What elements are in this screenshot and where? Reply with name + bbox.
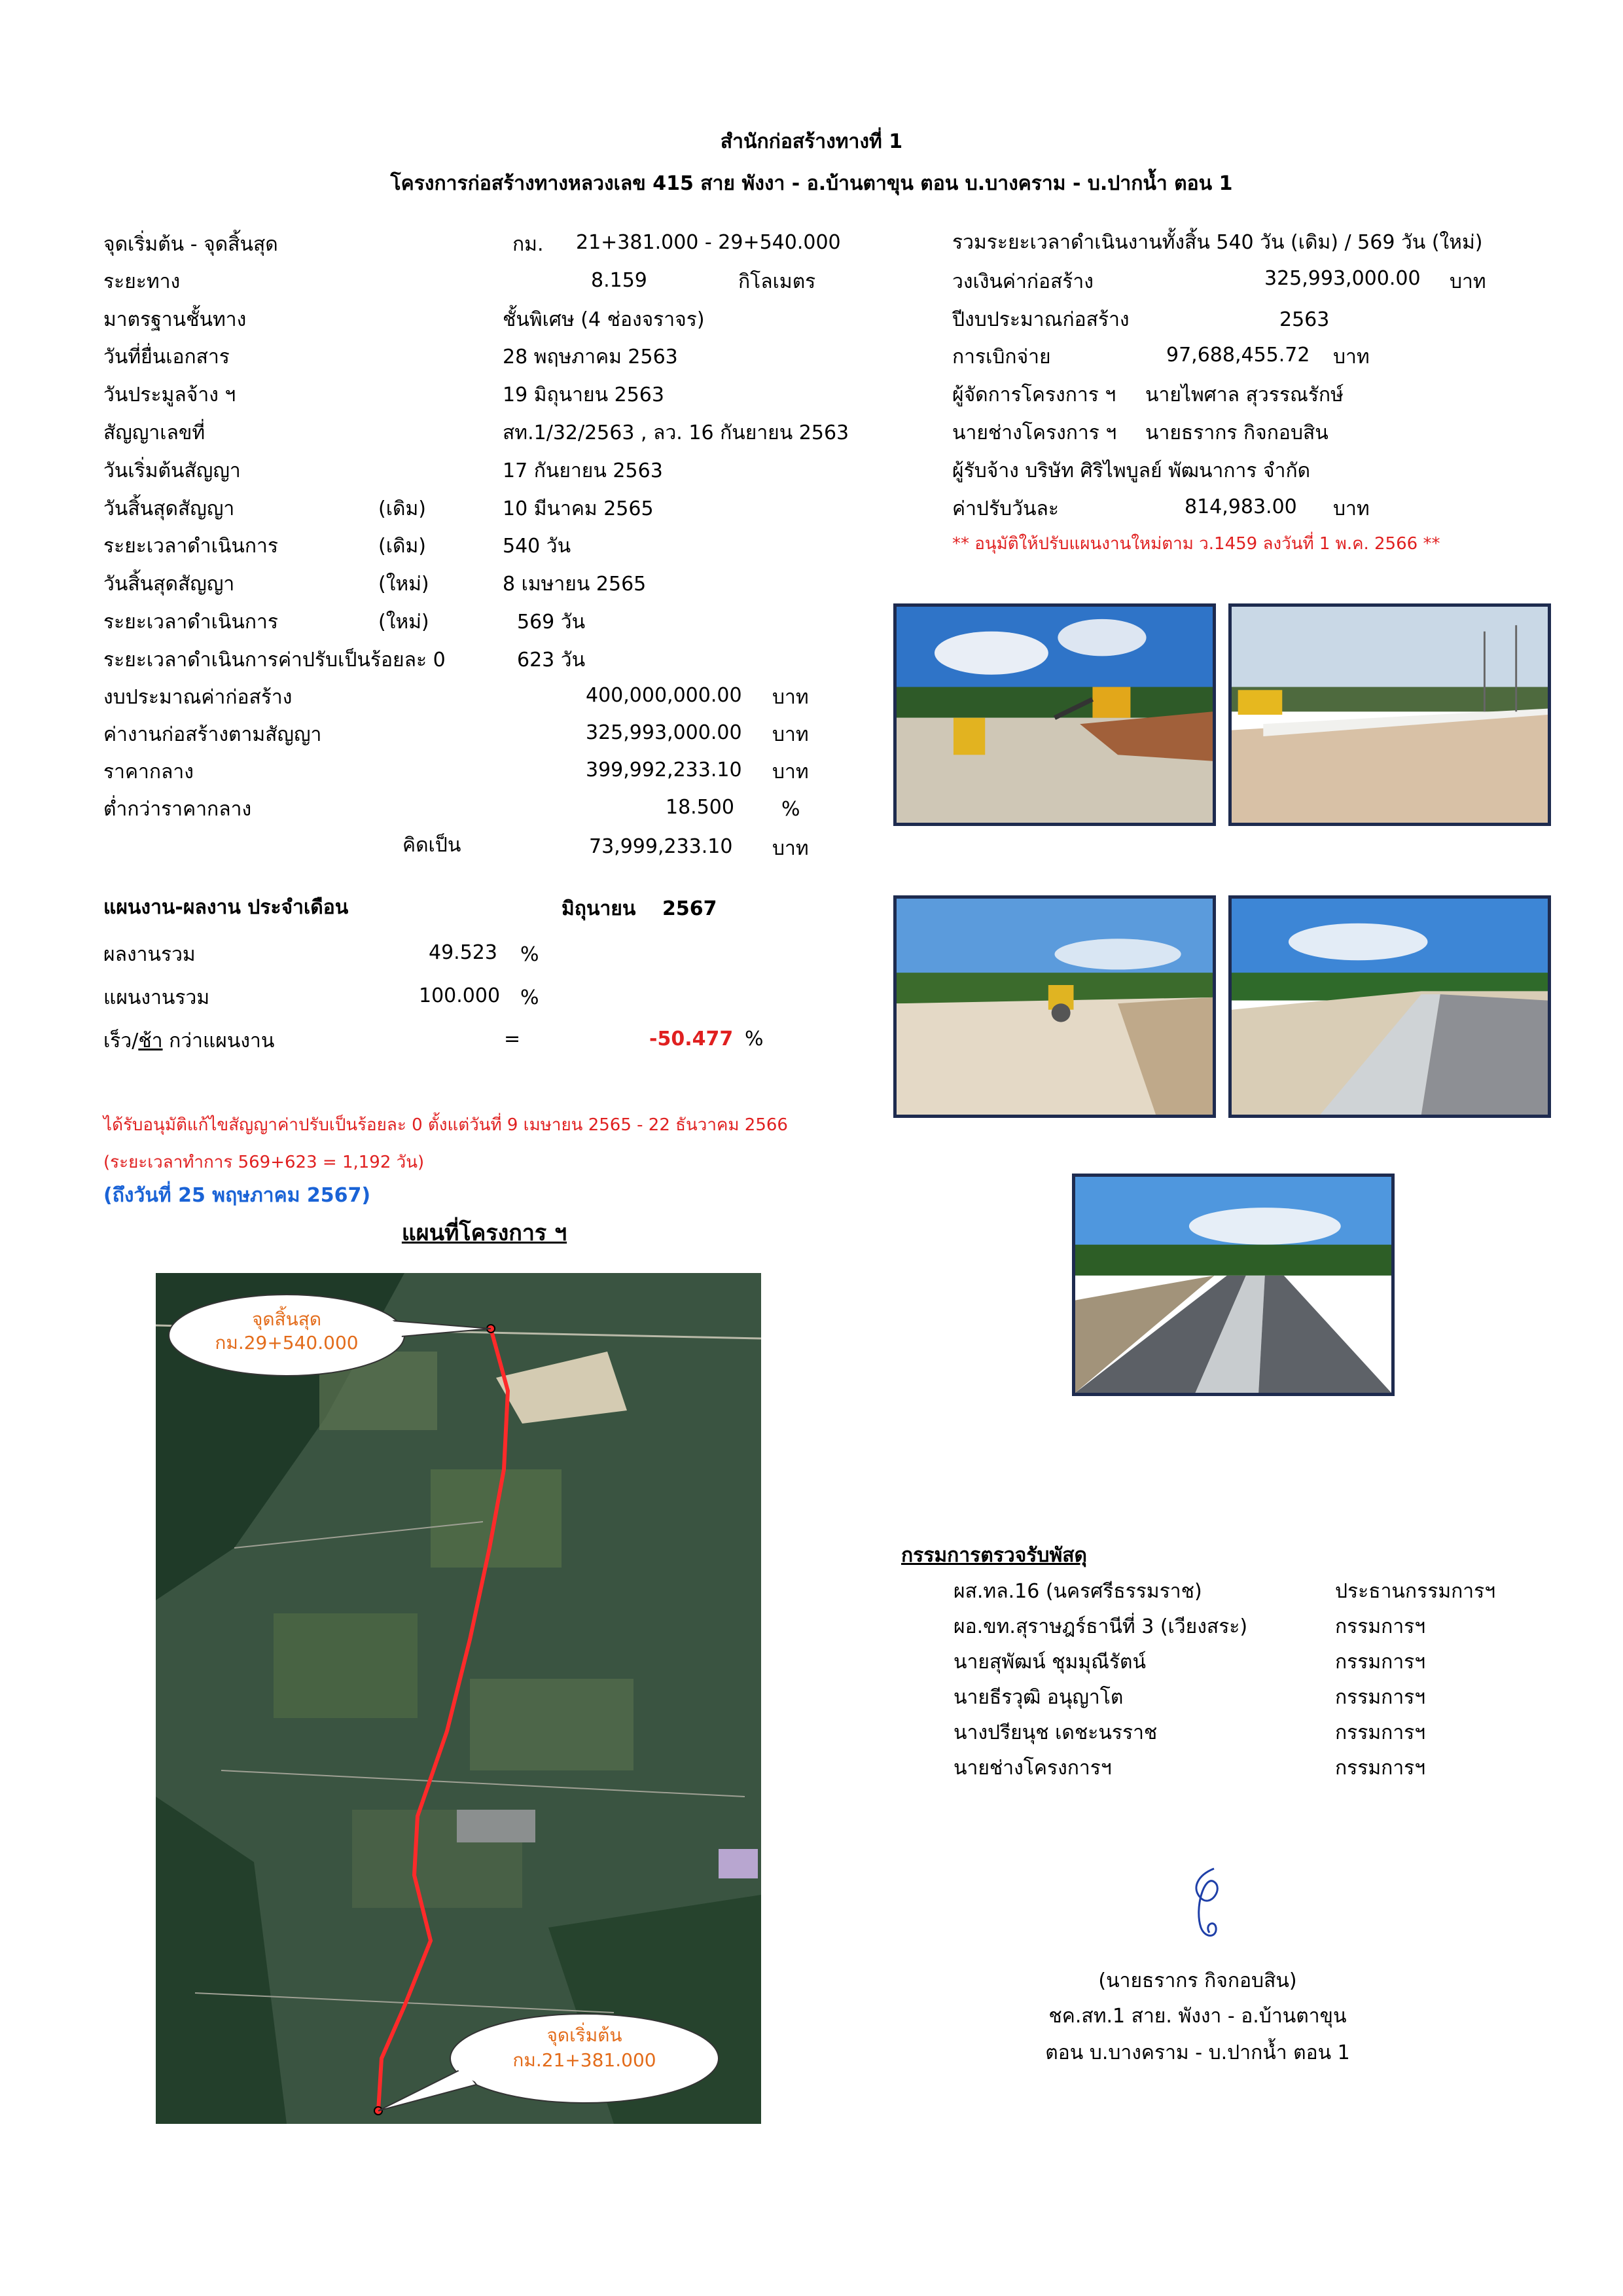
contract-cost-label: ค่างานก่อสร้างตามสัญญา [103, 723, 322, 746]
auction-label: วันประมูลจ้าง ฯ [103, 384, 236, 406]
contract-cost-value: 325,993,000.00 [586, 721, 742, 744]
signature-mark [1178, 1862, 1237, 1944]
new-end-label: วันสิ้นสุดสัญญา [103, 573, 235, 596]
committee-title: กรรมการตรวจรับพัสดุ [901, 1544, 1088, 1567]
plan-revision-note: ** อนุมัติให้ปรับแผนงานใหม่ตาม ว.1459 ลงวันที่ 1 พ.ค. 2566 ** [952, 534, 1440, 554]
distance-value: 8.159 [591, 269, 647, 292]
committee-member-name: ผอ.ขท.สุราษฎร์ธานีที่ 3 (เวียงสระ) [954, 1615, 1248, 1638]
duration-old-label: ระยะเวลาดำเนินการ [103, 535, 278, 558]
diff-slow: ช้า [138, 1030, 163, 1052]
duration-new-tag: (ใหม่) [378, 611, 429, 634]
new-end-value: 8 เมษายน 2565 [503, 573, 647, 596]
committee-member-role: กรรมการฯ [1335, 1686, 1426, 1709]
diff-equals: = [504, 1028, 521, 1050]
approval-note: ได้รับอนุมัติแก้ไขสัญญาค่าปรับเป็นร้อยละ 0 ตั้งแต่วันที่ 9 เมษายน 2565 - 22 ธันวาคม 2566 [103, 1115, 788, 1135]
contract-end-old-tag: (เดิม) [378, 497, 426, 520]
zero-penalty-value: 623 วัน [517, 649, 586, 672]
contract-end-value: 10 มีนาคม 2565 [503, 497, 654, 520]
fine-label: ค่าปรับวันละ [952, 497, 1059, 520]
median-price-value: 399,992,233.10 [586, 759, 742, 781]
standard-label: มาตรฐานชั้นทาง [103, 308, 247, 331]
disbursement-unit: บาท [1333, 346, 1370, 368]
engineer-value: นายธรากร กิจกอบสิน [1145, 422, 1329, 444]
manager-label: ผู้จัดการโครงการ ฯ [952, 384, 1116, 406]
as-of-date: (ถึงวันที่ 25 พฤษภาคม 2567) [103, 1184, 371, 1207]
site-photo-4 [1228, 895, 1551, 1118]
diff-label [103, 1029, 274, 1054]
budget-value: 400,000,000.00 [586, 684, 742, 707]
contract-cost-unit: บาท [772, 723, 809, 746]
start-end-value: 21+381.000 - 29+540.000 [576, 231, 841, 254]
committee-member-name: นายสุพัฒน์ ชุมมุณีรัตน์ [954, 1651, 1147, 1674]
committee-member-role: กรรมการฯ [1335, 1757, 1426, 1780]
equivalent-value: 73,999,233.10 [589, 835, 733, 858]
map-title: แผนที่โครงการ ฯ [401, 1220, 567, 1246]
committee-member-name: ผส.ทล.16 (นครศรีธรรมราช) [954, 1580, 1202, 1603]
end-point-km: กม.29+540.000 [215, 1332, 359, 1354]
plan-unit: % [520, 986, 539, 1009]
committee-member-name: นางปรียนุช เดชะนรราช [954, 1721, 1158, 1744]
start-end-label: จุดเริ่มต้น - จุดสิ้นสุด [103, 233, 278, 256]
site-photo-3 [893, 895, 1216, 1118]
construction-budget-label: วงเงินค่าก่อสร้าง [952, 270, 1094, 293]
duration-old-tag: (เดิม) [378, 535, 426, 558]
signer-name: (นายธรากร กิจกอบสิน) [1098, 1969, 1297, 1992]
standard-value: ชั้นพิเศษ (4 ช่องจราจร) [503, 308, 705, 331]
actual-label: ผลงานรวม [103, 943, 196, 966]
progress-year: 2567 [662, 897, 717, 920]
duration-new-value: 569 วัน [517, 611, 586, 634]
diff-prefix: เร็ว/ [103, 1030, 139, 1052]
fine-value: 814,983.00 [1185, 495, 1297, 518]
equivalent-unit: บาท [772, 837, 809, 860]
budget-label: งบประมาณค่าก่อสร้าง [103, 686, 293, 709]
contract-value: สท.1/32/2563 , ลว. 16 กันยายน 2563 [503, 422, 849, 444]
progress-title: แผนงาน-ผลงาน ประจำเดือน [103, 896, 349, 919]
committee-member-role: ประธานกรรมการฯ [1335, 1580, 1496, 1603]
new-end-tag: (ใหม่) [378, 573, 429, 596]
auction-value: 19 มิถุนายน 2563 [503, 384, 664, 406]
committee-member-role: กรรมการฯ [1335, 1721, 1426, 1744]
end-point-label: จุดสิ้นสุด [251, 1308, 322, 1330]
duration-new-label: ระยะเวลาดำเนินการ [103, 611, 278, 634]
submit-label: วันที่ยื่นเอกสาร [103, 346, 230, 368]
below-median-label: ต่ำกว่าราคากลาง [103, 798, 252, 821]
disbursement-label: การเบิกจ่าย [952, 346, 1051, 368]
km-prefix: กม. [512, 233, 544, 256]
committee-member-name: นายช่างโครงการฯ [954, 1757, 1112, 1780]
signer-position-1: ชค.สท.1 สาย. พังงา - อ.บ้านตาขุน [1048, 2005, 1347, 2028]
diff-suffix: กว่าแผนงาน [162, 1030, 275, 1052]
plan-value: 100.000 [419, 984, 501, 1007]
fine-unit: บาท [1333, 497, 1370, 520]
committee-member-name: นายธีรวุฒิ อนุญาโต [954, 1686, 1124, 1709]
site-photo-2 [1228, 603, 1551, 826]
zero-penalty-label: ระยะเวลาดำเนินการค่าปรับเป็นร้อยละ 0 [103, 649, 446, 672]
construction-budget-unit: บาท [1450, 270, 1486, 293]
committee-member-role: กรรมการฯ [1335, 1615, 1426, 1638]
office-title: สำนักก่อสร้างทางที่ 1 [720, 130, 903, 153]
distance-label: ระยะทาง [103, 270, 181, 293]
actual-value: 49.523 [429, 941, 497, 964]
duration-old-value: 540 วัน [503, 535, 571, 558]
diff-value: -50.477 [649, 1028, 734, 1050]
site-photo-1 [893, 603, 1216, 826]
median-price-unit: บาท [772, 761, 809, 783]
contract-start-value: 17 กันยายน 2563 [503, 459, 663, 482]
equivalent-label: คิดเป็น [402, 834, 461, 857]
contract-end-label: วันสิ้นสุดสัญญา [103, 497, 235, 520]
disbursement-value: 97,688,455.72 [1166, 344, 1310, 367]
engineer-label: นายช่างโครงการ ฯ [952, 422, 1117, 444]
total-duration: รวมระยะเวลาดำเนินงานทั้งสิ้น 540 วัน (เดิม) / 569 วัน (ใหม่) [952, 231, 1483, 254]
project-map [156, 1273, 761, 2124]
contractor: ผู้รับจ้าง บริษัท ศิริไพบูลย์ พัฒนาการ จำกัด [952, 459, 1311, 482]
fiscal-year-value: 2563 [1279, 308, 1330, 331]
contract-label: สัญญาเลขที่ [103, 422, 205, 444]
start-point-label: จุดเริ่มต้น [546, 2024, 622, 2046]
committee-member-role: กรรมการฯ [1335, 1651, 1426, 1674]
signer-position-2: ตอน บ.บางคราม - บ.ปากน้ำ ตอน 1 [1045, 2041, 1350, 2064]
site-photo-5 [1072, 1174, 1395, 1396]
actual-unit: % [520, 943, 539, 966]
median-price-label: ราคากลาง [103, 761, 194, 783]
below-median-value: 18.500 [666, 796, 734, 819]
progress-month: มิถุนายน [562, 897, 636, 920]
below-median-unit: % [781, 798, 800, 821]
start-point-km: กม.21+381.000 [512, 2049, 656, 2071]
diff-unit: % [745, 1028, 764, 1050]
construction-budget-value: 325,993,000.00 [1264, 267, 1421, 290]
contract-start-label: วันเริ่มต้นสัญญา [103, 459, 241, 482]
fiscal-year-label: ปีงบประมาณก่อสร้าง [952, 308, 1130, 331]
submit-value: 28 พฤษภาคม 2563 [503, 346, 678, 368]
plan-label: แผนงานรวม [103, 986, 210, 1009]
budget-unit: บาท [772, 686, 809, 709]
period-note: (ระยะเวลาทำการ 569+623 = 1,192 วัน) [103, 1153, 425, 1172]
project-title: โครงการก่อสร้างทางหลวงเลข 415 สาย พังงา - อ.บ้านตาขุน ตอน บ.บางคราม - บ.ปากน้ำ ตอน 1 [390, 172, 1233, 195]
manager-value: นายไพศาล สุวรรณรักษ์ [1145, 384, 1344, 406]
distance-unit: กิโลเมตร [738, 270, 816, 293]
